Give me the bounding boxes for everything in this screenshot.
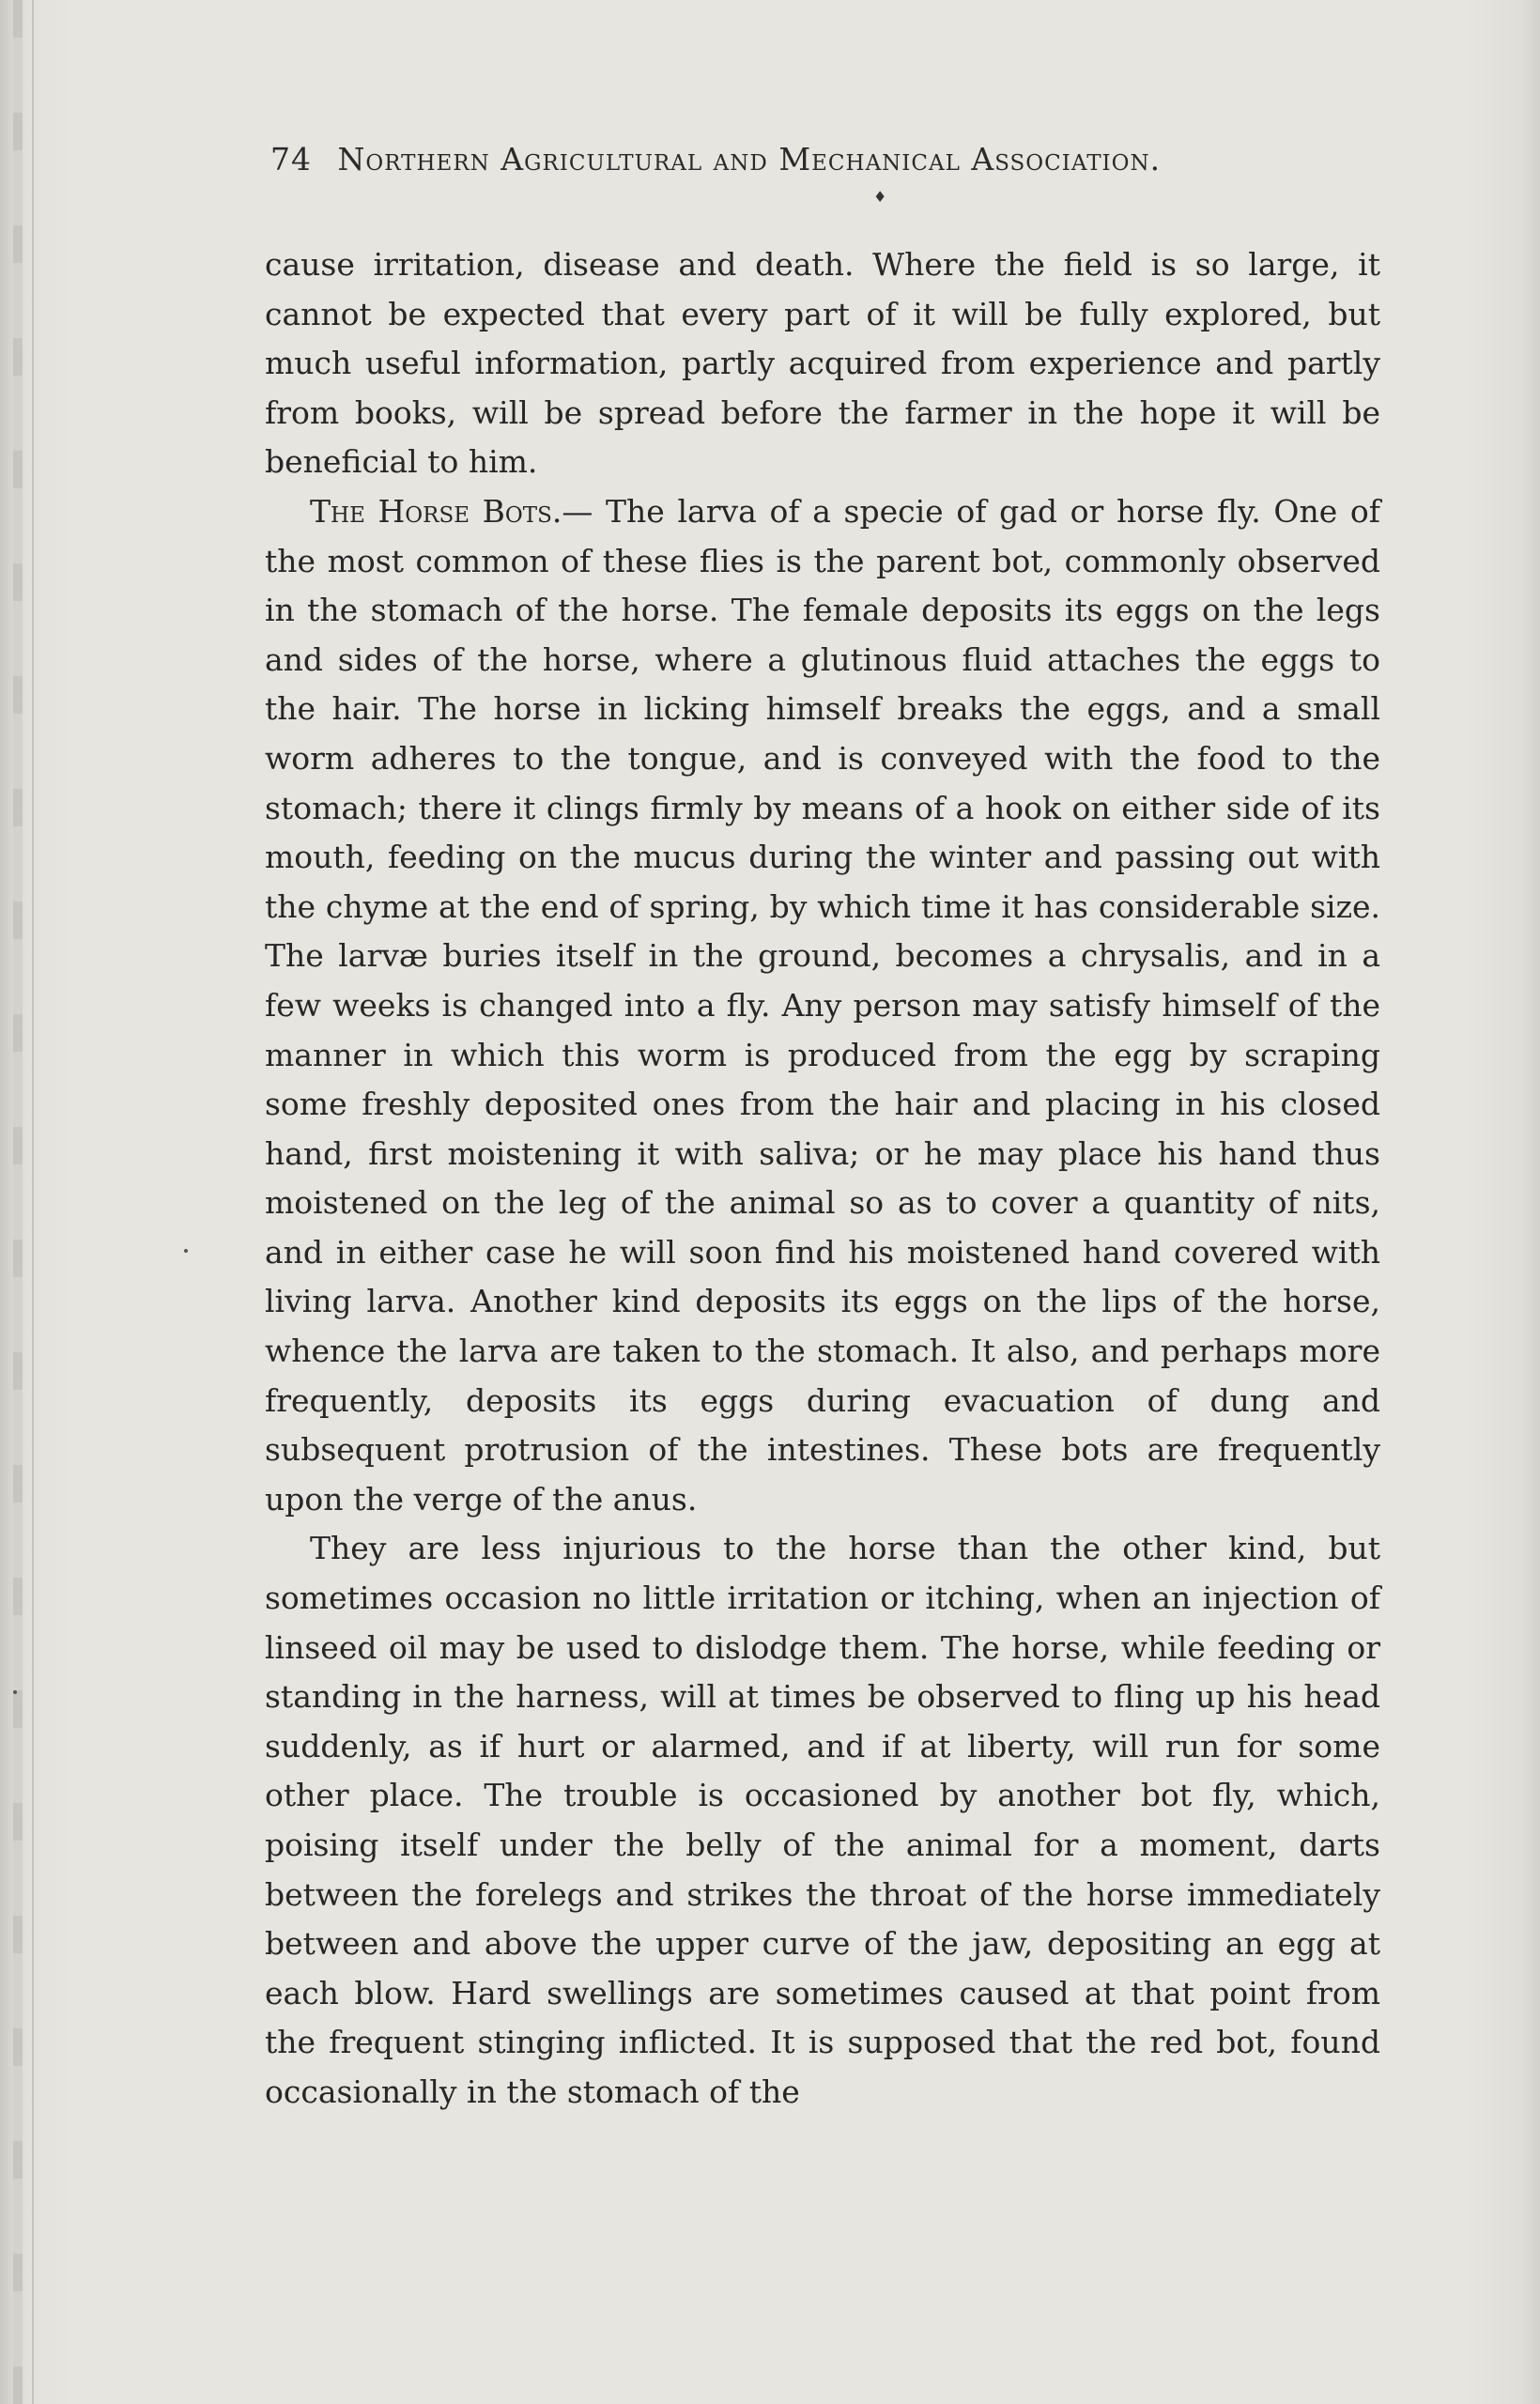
binding-line [32, 0, 34, 2404]
margin-speck [13, 1690, 17, 1694]
paragraph-2-text: — The larva of a specie of gad or horse fly. One of the most common of these flies is the parent bot, commonly observed in the stomach of the horse. The female deposits its eggs on the legs and sides of the horse, where a glutinous fluid attaches the eggs to the hair. The horse in licking himself breaks the eggs, and a small worm adheres to the tongue, and is conveyed with the food to the stomach; there it clings firmly by means of a hook on either side of its mouth, feeding on the mucus during the winter and passing out with the chyme at the end of spring, by which time it has considerable size. The larvæ buries itself in the ground, becomes a chrysalis, and in a few weeks is changed into a fly. Any person may satisfy himself of the manner in which this worm is produced from the egg by scraping some freshly deposited ones from the hair and placing in his closed hand, first moistening it with saliva; or he may place his hand thus moistened on the leg of the animal so as to cover a quantity of nits, and in either case he will soon find his moistened hand covered with living larva. Another kind deposits its eggs on the lips of the horse, whence the larva are taken to the stomach. It also, and perhaps more frequently, deposits its eggs during evacuation of dung and subsequent protrusion of the intestines. These bots are frequently upon the verge of the anus. [265, 492, 1380, 1518]
running-title: Northern Agricultural and Mechanical Association. [337, 141, 1162, 177]
body-text [265, 240, 1380, 2118]
margin-speck [184, 1249, 188, 1253]
page-number: 74 [270, 141, 312, 177]
paragraph-2 [265, 487, 1380, 1524]
ornament-mark: ♦ [873, 188, 887, 206]
section-heading-horse-bots: The Horse Bots. [310, 492, 562, 530]
paragraph-3: They are less injurious to the horse than the other kind, but sometimes occasion no little irritation or itching, when an injection of linseed oil may be used to dislodge them. The horse, while feeding or standing in the harness, will at times be observed to fling up his head suddenly, as if hurt or alarmed, and if at liberty, will run for some other place. The trouble is occasioned by another bot fly, which, poising itself under the belly of the animal for a moment, darts between the forelegs and strikes the throat of the horse immediately between and above the upper curve of the jaw, depositing an egg at each blow. Hard swellings are sometimes caused at that point from the frequent stinging inflicted. It is supposed that the red bot, found occasionally in the stomach of the [265, 1530, 1380, 2110]
paragraph-1: cause irritation, disease and death. Where the field is so large, it cannot be expected that every part of it will be fully explored, but much useful information, partly acquired from experience and partly from books, will be spread before the farmer in the hope it will be beneficial to him. [265, 246, 1380, 481]
binding-edge [13, 0, 23, 2404]
running-head [270, 141, 1378, 177]
